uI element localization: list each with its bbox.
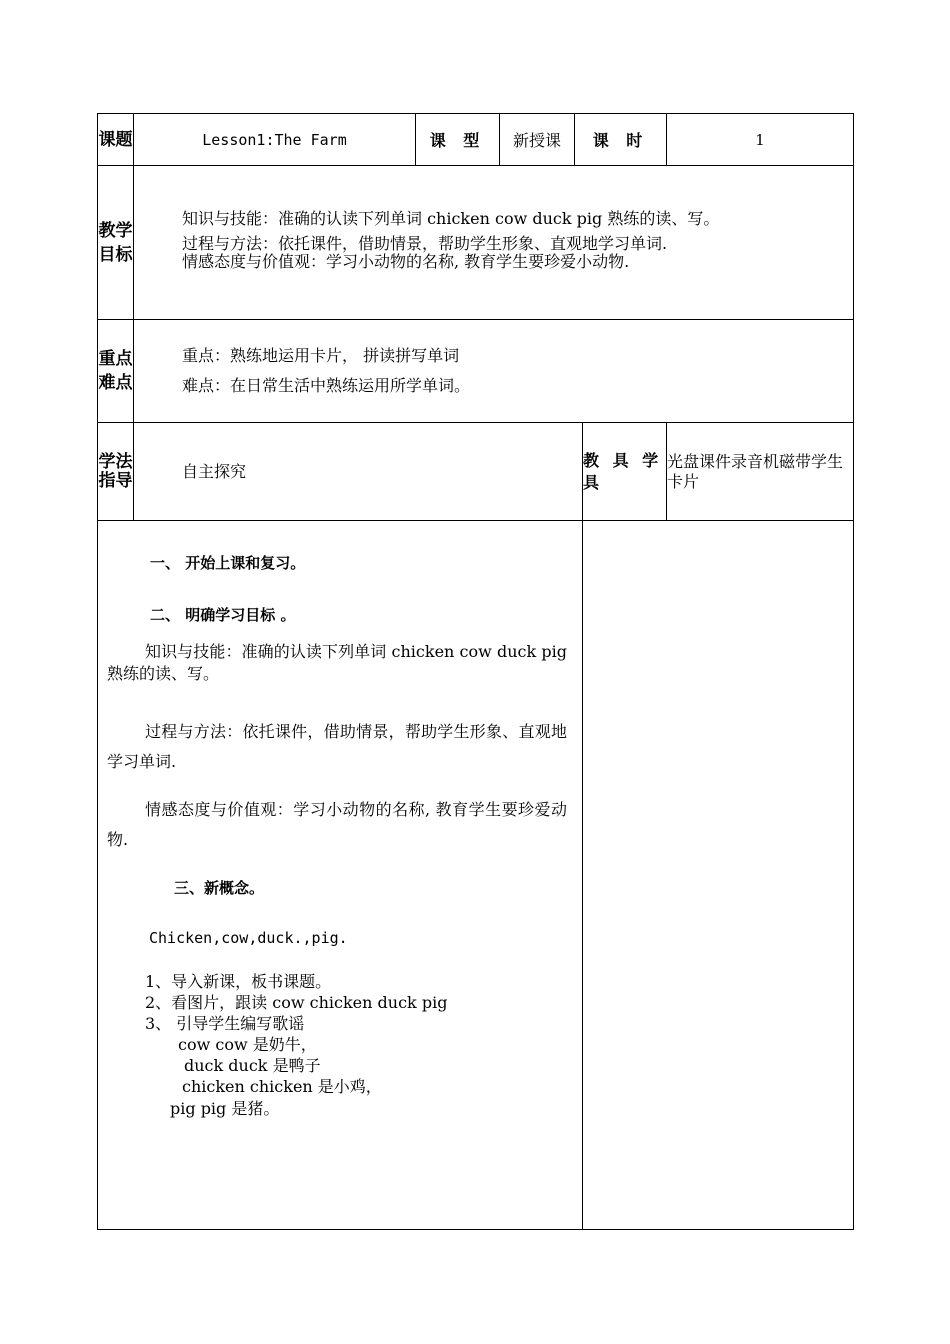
method-value-cell [134,423,583,521]
keypoints-label: 重点难点 [98,320,134,423]
goal-paragraph: 情感态度与价值观：学习小动物的名称, 教育学生要珍爱动物. [107,800,567,849]
step-item: 3、 引导学生编写歌谣 [145,1014,305,1033]
notes-column [583,521,854,1230]
tools-label: 教 具 学具 [583,423,667,521]
rhyme-line: pig pig 是猪。 [170,1099,280,1118]
goal-line: 情感态度与价值观：学习小动物的名称, 教育学生要珍爱小动物. [182,252,630,271]
goal-line: 过程与方法：依托课件，借助情景，帮助学生形象、直观地学习单词. [182,234,668,253]
goal-paragraph: 过程与方法：依托课件，借助情景，帮助学生形象、直观地学习单词. [107,722,567,771]
period-label: 课 时 [575,114,667,166]
section-heading: 三、新概念。 [174,879,265,897]
method-row [98,423,854,521]
keypoints-content [134,320,854,423]
period-value: 1 [667,114,854,166]
keypoint-line: 重点：熟练地运用卡片， 拼读拼写单词 [182,346,460,365]
goals-label: 教学目标 [98,166,134,320]
step-item: 2、看图片，跟读 cow chicken duck pig [145,993,448,1012]
lesson-title: Lesson1:The Farm [134,114,416,166]
goals-row [98,166,854,320]
goal-paragraph: 知识与技能：准确的认读下列单词 chicken cow duck pig 熟练的读、写。 [107,642,567,683]
section-heading: 一、 开始上课和复习。 [150,554,306,572]
method-value: 自主探究 [182,461,247,481]
title-label: 课题 [98,114,134,166]
section-heading: 二、 明确学习目标 。 [150,606,296,624]
lesson-plan-table [97,113,854,1230]
process-row [98,521,854,1230]
type-value: 新授课 [500,114,575,166]
goals-content [134,166,854,320]
step-item: 1、导入新课，板书课题。 [145,972,332,991]
process-content [98,521,583,1230]
rhyme-line: chicken chicken 是小鸡， [182,1077,382,1096]
goal-line: 知识与技能：准确的认读下列单词 chicken cow duck pig 熟练的读、写。 [182,209,720,228]
tools-value: 光盘课件录音机磁带学生卡片 [667,423,854,521]
rhyme-line: cow cow 是奶牛， [178,1035,317,1054]
keypoint-line: 难点：在日常生活中熟练运用所学单词。 [182,376,471,395]
type-label: 课 型 [416,114,500,166]
keypoints-row [98,320,854,423]
rhyme-line: duck duck 是鸭子 [184,1056,321,1075]
method-label: 学法指导 [98,423,134,521]
new-words: Chicken,cow,duck.,pig. [149,929,348,947]
header-row [98,114,854,166]
